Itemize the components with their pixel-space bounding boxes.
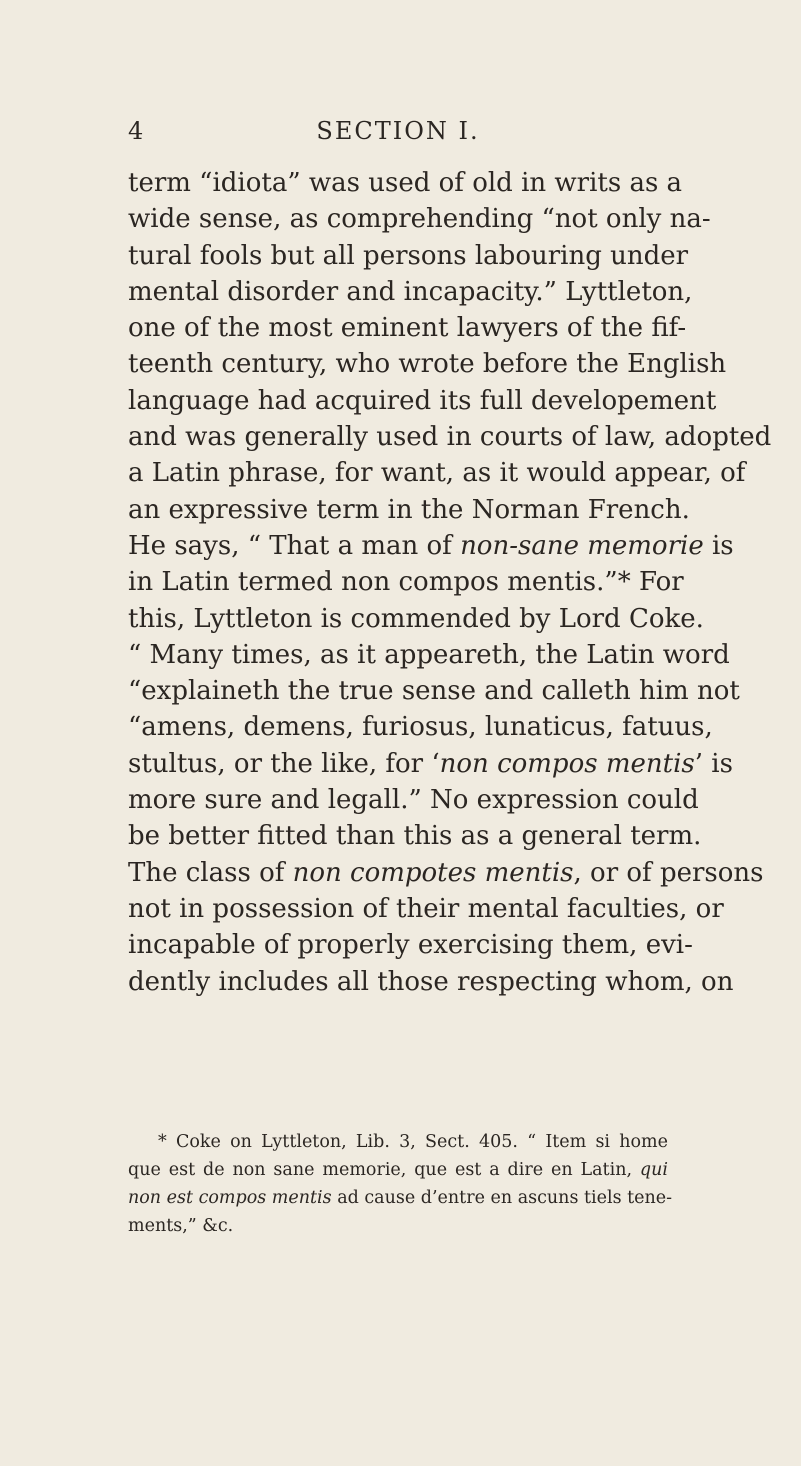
page-header	[128, 117, 668, 149]
text-run: que est de non sane memorie, que est a dire en Latin,	[128, 1160, 640, 1180]
italic-text: non compos mentis	[439, 748, 695, 779]
text-run: “explaineth the true sense and calleth him not	[128, 676, 740, 707]
text-line	[128, 564, 684, 600]
text-run: this, Lyttleton is commended by Lord Coke.	[128, 603, 704, 634]
text-run: wide sense, as comprehending “not only na-	[128, 204, 711, 235]
text-line	[128, 455, 746, 491]
text-run: more sure and legall.” No expression could	[128, 785, 699, 816]
text-line	[128, 818, 702, 854]
text-line	[128, 601, 704, 637]
text-run: The class of	[128, 857, 293, 888]
text-line	[128, 165, 683, 201]
text-run: language had acquired its full developement	[128, 385, 717, 416]
text-run: mental disorder and incapacity.” Lyttleton,	[128, 276, 693, 307]
text-line	[128, 746, 733, 782]
text-run: ’ is	[694, 748, 733, 779]
text-run: incapable of properly exercising them, evi-	[128, 930, 693, 961]
text-run: * Coke on Lyttleton, Lib. 3, Sect. 405. “ Item si home	[158, 1132, 668, 1152]
italic-text: non est compos mentis	[128, 1188, 332, 1208]
text-line	[128, 274, 693, 310]
text-run: term “idiota” was used of old in writs as a	[128, 168, 683, 198]
text-run: , or of persons	[573, 857, 764, 888]
text-line	[128, 782, 699, 818]
page-number: 4	[128, 117, 146, 145]
text-run: is	[703, 530, 734, 561]
text-run: and was generally used in courts of law, adopted	[128, 422, 772, 453]
italic-text: qui	[639, 1160, 668, 1180]
text-run: stultus, or the like, for ‘	[128, 748, 440, 779]
text-run: tural fools but all persons labouring under	[128, 240, 689, 271]
text-line	[128, 709, 713, 745]
text-run: one of the most eminent lawyers of the fif-	[128, 313, 687, 344]
body-text	[128, 165, 772, 1000]
text-line	[128, 238, 689, 274]
footnote-line	[128, 1156, 668, 1184]
italic-text: non-sane memorie	[460, 530, 704, 561]
footnote-line	[128, 1184, 673, 1212]
text-line	[128, 419, 772, 455]
text-run: in Latin termed non compos mentis.”* For	[128, 567, 684, 598]
text-run: He says, “ That a man of	[128, 530, 461, 561]
text-run: dently includes all those respecting whom, on	[128, 966, 734, 997]
text-run: teenth century, who wrote before the English	[128, 349, 727, 380]
text-line	[128, 673, 740, 709]
text-run: “ Many times, as it appeareth, the Latin word	[128, 639, 730, 670]
text-line	[128, 855, 764, 891]
italic-text: non compotes mentis	[292, 857, 574, 888]
text-run: not in possession of their mental faculties, or	[128, 893, 724, 924]
footnote-line	[128, 1212, 668, 1240]
text-run: a Latin phrase, for want, as it would appear, of	[128, 458, 746, 489]
text-line	[128, 528, 734, 564]
text-line	[128, 964, 734, 1000]
footnote-line	[128, 1128, 668, 1156]
text-line	[128, 383, 717, 419]
text-run: ad cause d’entre en ascuns tiels tene-	[331, 1188, 673, 1208]
text-line	[128, 891, 724, 927]
text-line	[128, 201, 711, 237]
text-line	[128, 346, 727, 382]
footnote-block	[128, 1128, 673, 1240]
running-head: SECTION I.	[316, 117, 480, 145]
text-line	[128, 492, 690, 528]
text-run: ments,” &c.	[128, 1216, 234, 1236]
text-run: be better fitted than this as a general term.	[128, 821, 702, 852]
text-line	[128, 927, 693, 963]
text-run: “amens, demens, furiosus, lunaticus, fatuus,	[128, 712, 713, 743]
text-line	[128, 310, 687, 346]
text-line	[128, 637, 730, 673]
text-run: an expressive term in the Norman French.	[128, 494, 690, 525]
